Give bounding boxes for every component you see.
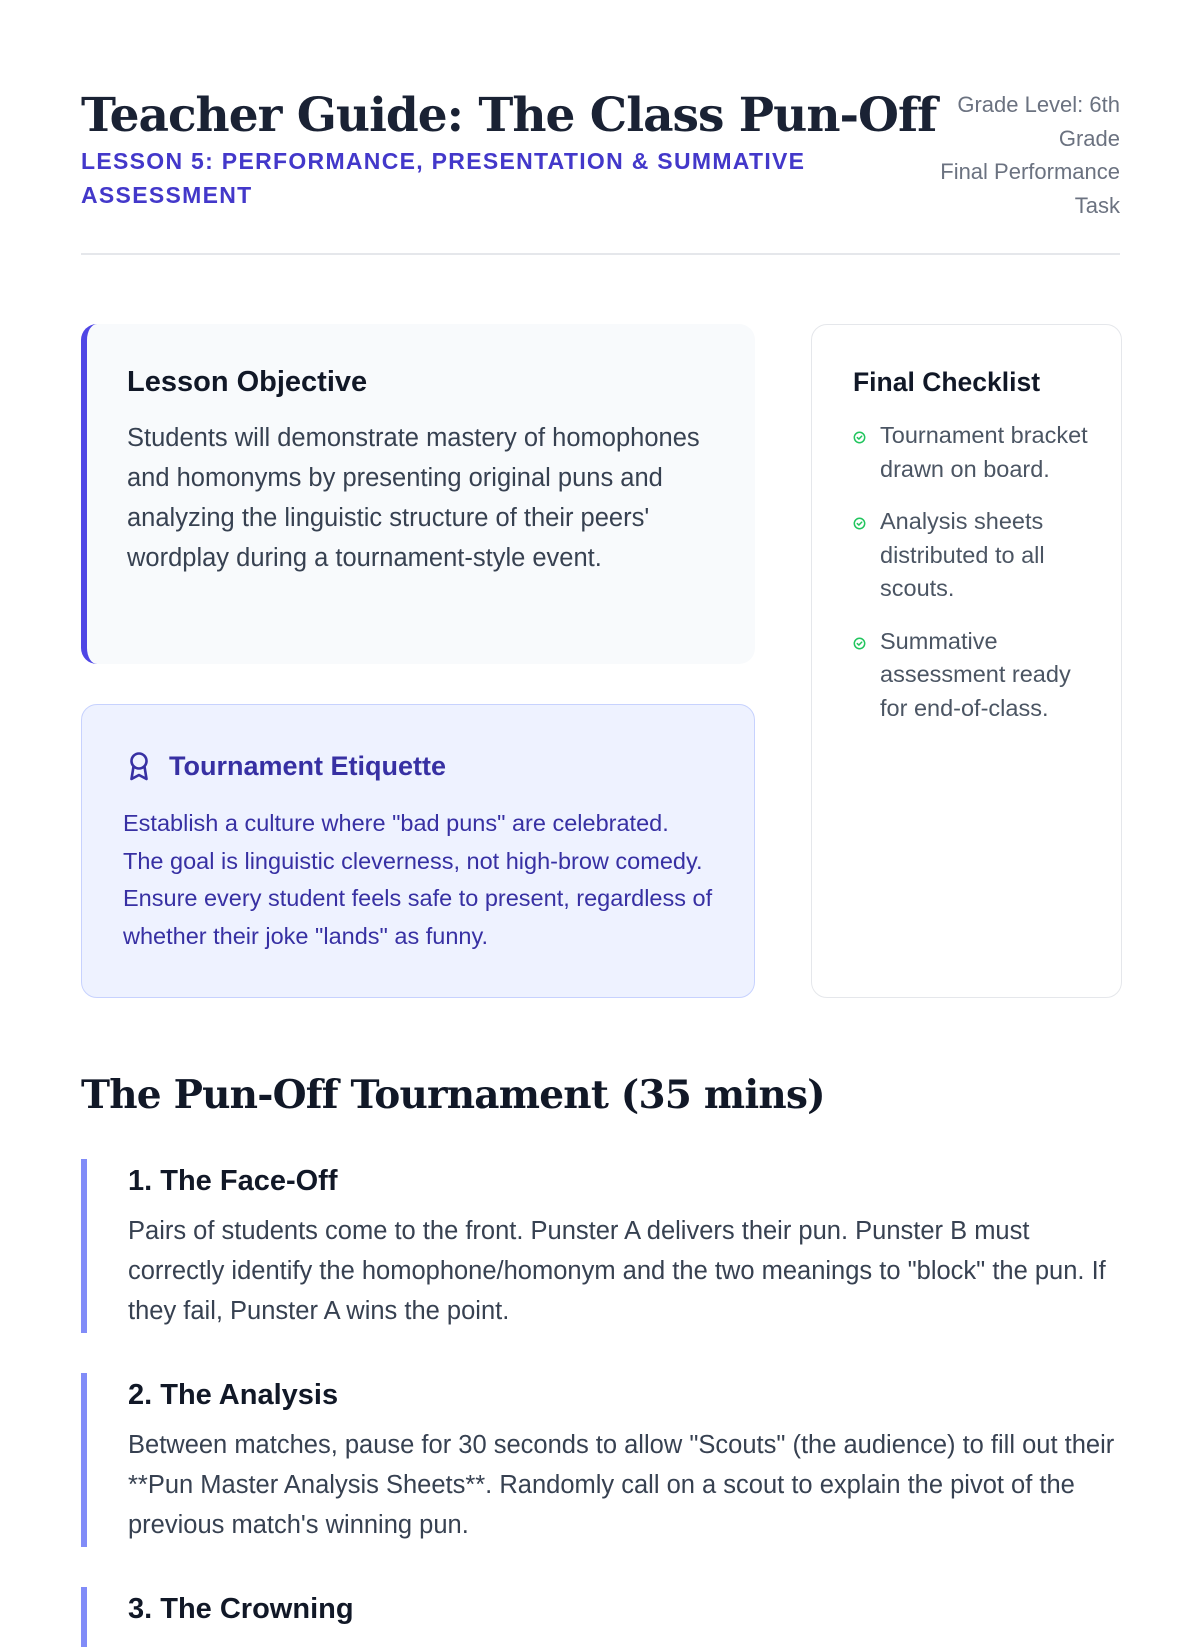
- objective-heading: Lesson Objective: [127, 366, 368, 398]
- lesson-meta: [900, 88, 1120, 222]
- lesson-objective-card: [81, 324, 755, 664]
- checklist-list: [853, 419, 1091, 725]
- header-divider: [81, 253, 1120, 255]
- etiquette-header: [123, 749, 714, 783]
- step-title: 2. The Analysis: [128, 1379, 339, 1411]
- final-checklist-card: [811, 324, 1122, 998]
- tournament-step: [81, 1373, 1120, 1547]
- tournament-step: [81, 1159, 1120, 1333]
- grade-level: Grade Level: 6th Grade: [957, 92, 1120, 151]
- check-circle-icon: [853, 517, 866, 530]
- etiquette-text: Establish a culture where "bad puns" are celebrated. The goal is linguistic cleverness, not high-brow comedy. Ensure every student feels safe to present, regardless of whether their joke "lands" as funny.: [123, 810, 713, 949]
- checklist-item: [853, 419, 1091, 486]
- check-circle-icon: [853, 637, 866, 650]
- checklist-item-text: Tournament bracket drawn on board.: [880, 422, 1088, 482]
- tournament-heading: The Pun-Off Tournament (35 mins): [81, 1072, 825, 1118]
- etiquette-callout: [81, 704, 755, 998]
- award-ribbon-icon: [127, 751, 151, 781]
- check-circle-icon: [853, 431, 866, 444]
- checklist-item: [853, 625, 1091, 726]
- step-text: Pairs of students come to the front. Punster A delivers their pun. Punster B must correctly identify the homophone/homonym and the two meanings to "block" the pun. If they fail, Punster A wins the point.: [128, 1217, 1106, 1325]
- step-text: Between matches, pause for 30 seconds to allow "Scouts" (the audience) to fill out their **Pun Master Analysis Sheets**. Randomly call on a scout to explain the pivot of the previous match's winning pun.: [128, 1431, 1115, 1539]
- task-type: Final Performance Task: [940, 159, 1120, 218]
- etiquette-heading: Tournament Etiquette: [169, 751, 447, 781]
- checklist-item-text: Analysis sheets distributed to all scouts.: [880, 508, 1045, 601]
- checklist-heading: Final Checklist: [853, 367, 1041, 397]
- step-title: 3. The Crowning: [128, 1593, 354, 1625]
- checklist-item-text: Summative assessment ready for end-of-class.: [880, 627, 1071, 721]
- step-title: 1. The Face-Off: [128, 1165, 338, 1197]
- objective-text: Students will demonstrate mastery of homophones and homonyms by presenting original puns and analyzing the linguistic structure of their peers' wordplay during a tournament-style event.: [127, 424, 700, 572]
- page-header: [81, 88, 1120, 218]
- page-title: Teacher Guide: The Class Pun-Off: [81, 88, 937, 143]
- tournament-step: [81, 1587, 1120, 1647]
- checklist-item: [853, 505, 1091, 606]
- lesson-subtitle: LESSON 5: PERFORMANCE, PRESENTATION & SUMMATIVE ASSESSMENT: [81, 148, 806, 208]
